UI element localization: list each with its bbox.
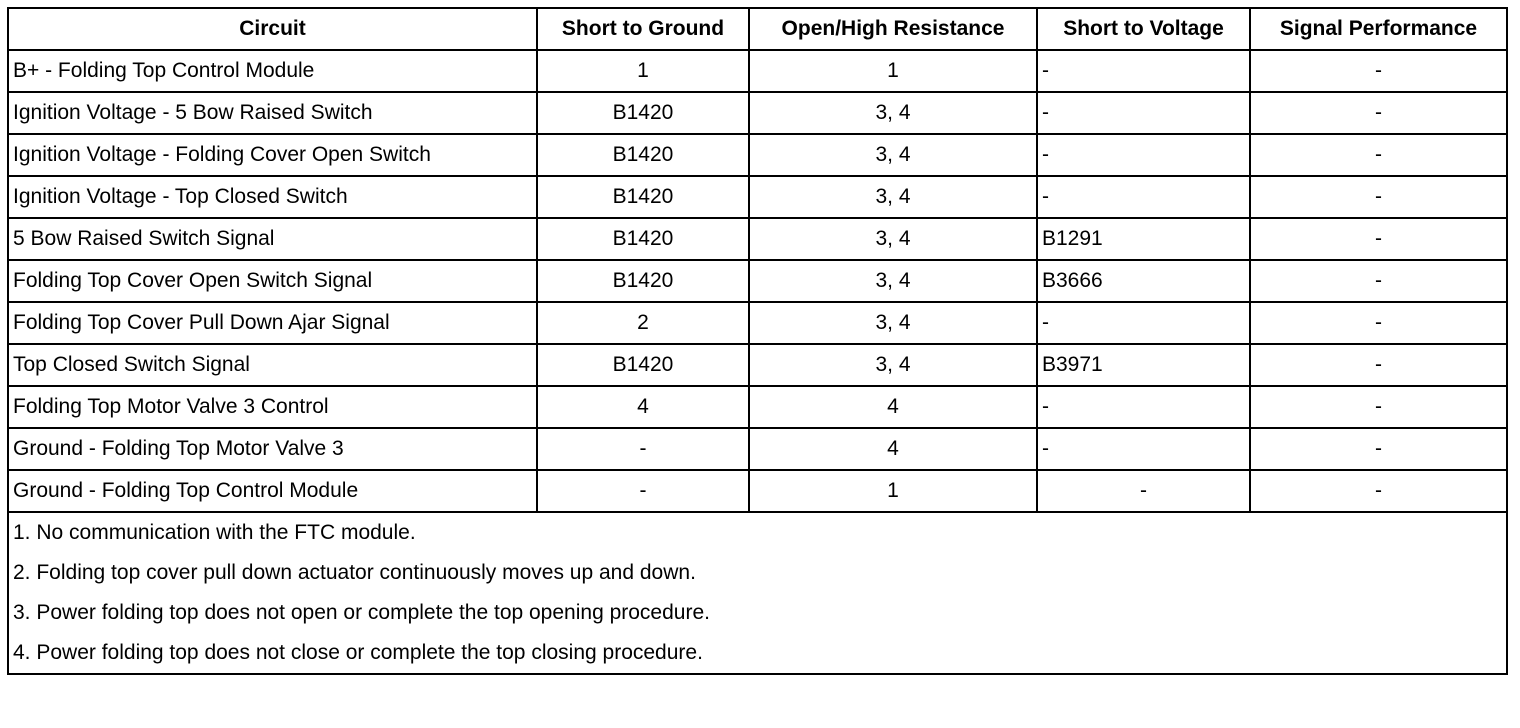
cell-short-to-voltage: B1291 <box>1037 218 1250 260</box>
cell-signal-performance: - <box>1250 428 1507 470</box>
cell-circuit: 5 Bow Raised Switch Signal <box>8 218 537 260</box>
cell-signal-performance: - <box>1250 134 1507 176</box>
cell-short-to-voltage: - <box>1037 176 1250 218</box>
footnote-row <box>8 633 1507 674</box>
circuit-diagnostic-table <box>7 7 1508 675</box>
footnote-row <box>8 553 1507 593</box>
cell-short-to-ground: B1420 <box>537 218 749 260</box>
cell-short-to-voltage: - <box>1037 134 1250 176</box>
table-row <box>8 344 1507 386</box>
cell-circuit: Ignition Voltage - Folding Cover Open Switch <box>8 134 537 176</box>
cell-open-high-resistance: 1 <box>749 470 1037 512</box>
table-row <box>8 386 1507 428</box>
footnote-text: 1. No communication with the FTC module. <box>8 512 1507 553</box>
table-row <box>8 134 1507 176</box>
cell-short-to-ground: B1420 <box>537 134 749 176</box>
cell-circuit: B+ - Folding Top Control Module <box>8 50 537 92</box>
cell-short-to-voltage: - <box>1037 50 1250 92</box>
cell-circuit: Folding Top Motor Valve 3 Control <box>8 386 537 428</box>
cell-circuit: Ground - Folding Top Motor Valve 3 <box>8 428 537 470</box>
cell-short-to-ground: B1420 <box>537 260 749 302</box>
cell-short-to-voltage: - <box>1037 302 1250 344</box>
cell-short-to-ground: 4 <box>537 386 749 428</box>
table-row <box>8 50 1507 92</box>
cell-open-high-resistance: 4 <box>749 386 1037 428</box>
cell-open-high-resistance: 3, 4 <box>749 134 1037 176</box>
table-row <box>8 92 1507 134</box>
cell-circuit: Ignition Voltage - Top Closed Switch <box>8 176 537 218</box>
cell-short-to-voltage: B3666 <box>1037 260 1250 302</box>
cell-circuit: Ignition Voltage - 5 Bow Raised Switch <box>8 92 537 134</box>
cell-short-to-voltage: - <box>1037 428 1250 470</box>
cell-signal-performance: - <box>1250 176 1507 218</box>
cell-signal-performance: - <box>1250 386 1507 428</box>
cell-signal-performance: - <box>1250 92 1507 134</box>
cell-signal-performance: - <box>1250 302 1507 344</box>
cell-short-to-ground: B1420 <box>537 176 749 218</box>
cell-short-to-ground: - <box>537 428 749 470</box>
cell-signal-performance: - <box>1250 218 1507 260</box>
cell-short-to-ground: - <box>537 470 749 512</box>
header-signal-performance: Signal Performance <box>1250 8 1507 50</box>
header-short-to-voltage: Short to Voltage <box>1037 8 1250 50</box>
cell-short-to-ground: B1420 <box>537 344 749 386</box>
cell-short-to-voltage: - <box>1037 470 1250 512</box>
cell-open-high-resistance: 3, 4 <box>749 302 1037 344</box>
cell-short-to-voltage: - <box>1037 92 1250 134</box>
footnote-text: 4. Power folding top does not close or complete the top closing procedure. <box>8 633 1507 674</box>
cell-signal-performance: - <box>1250 344 1507 386</box>
cell-short-to-voltage: - <box>1037 386 1250 428</box>
cell-open-high-resistance: 1 <box>749 50 1037 92</box>
cell-short-to-voltage: B3971 <box>1037 344 1250 386</box>
cell-open-high-resistance: 3, 4 <box>749 92 1037 134</box>
cell-short-to-ground: B1420 <box>537 92 749 134</box>
cell-short-to-ground: 2 <box>537 302 749 344</box>
table-row <box>8 260 1507 302</box>
cell-circuit: Top Closed Switch Signal <box>8 344 537 386</box>
cell-signal-performance: - <box>1250 470 1507 512</box>
cell-circuit: Folding Top Cover Open Switch Signal <box>8 260 537 302</box>
cell-signal-performance: - <box>1250 260 1507 302</box>
header-short-to-ground: Short to Ground <box>537 8 749 50</box>
table-row <box>8 218 1507 260</box>
footnote-text: 2. Folding top cover pull down actuator continuously moves up and down. <box>8 553 1507 593</box>
cell-open-high-resistance: 3, 4 <box>749 344 1037 386</box>
cell-short-to-ground: 1 <box>537 50 749 92</box>
footnote-row <box>8 593 1507 633</box>
cell-open-high-resistance: 4 <box>749 428 1037 470</box>
table-row <box>8 470 1507 512</box>
cell-signal-performance: - <box>1250 50 1507 92</box>
cell-circuit: Folding Top Cover Pull Down Ajar Signal <box>8 302 537 344</box>
table-row <box>8 176 1507 218</box>
table-row <box>8 428 1507 470</box>
cell-open-high-resistance: 3, 4 <box>749 176 1037 218</box>
header-row <box>8 8 1507 50</box>
cell-open-high-resistance: 3, 4 <box>749 218 1037 260</box>
footnote-row <box>8 512 1507 553</box>
table-row <box>8 302 1507 344</box>
header-circuit: Circuit <box>8 8 537 50</box>
header-open-high-resistance: Open/High Resistance <box>749 8 1037 50</box>
cell-circuit: Ground - Folding Top Control Module <box>8 470 537 512</box>
cell-open-high-resistance: 3, 4 <box>749 260 1037 302</box>
footnote-text: 3. Power folding top does not open or complete the top opening procedure. <box>8 593 1507 633</box>
